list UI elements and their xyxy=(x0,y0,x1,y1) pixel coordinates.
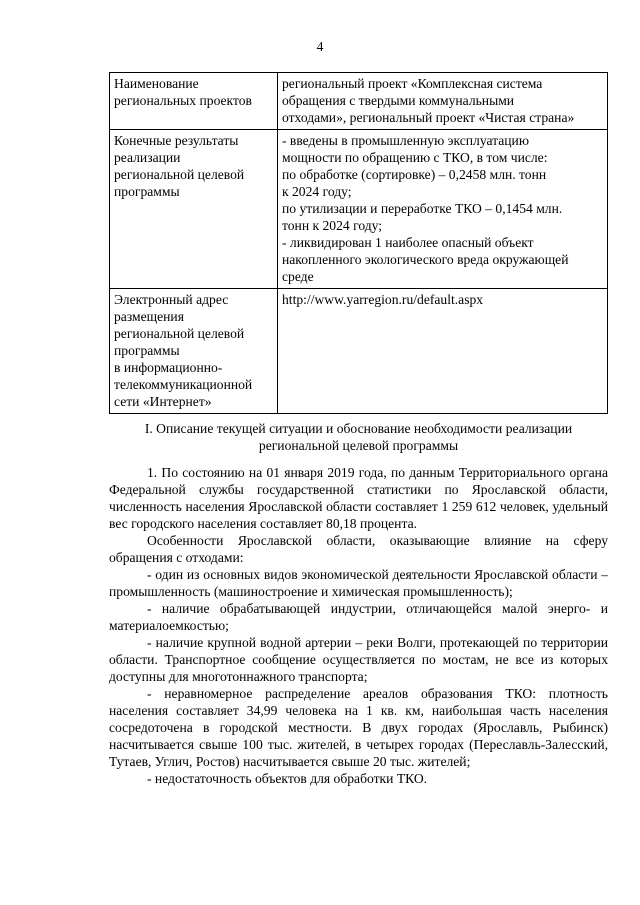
section-title-line: региональной целевой программы xyxy=(258,438,459,453)
cell-line: - ликвидирован 1 наиболее опасный объект xyxy=(282,235,534,250)
paragraph: - наличие крупной водной артерии – реки Волги, протекающей по территории области. Транспортное сообщение осуществляется по мостам, не все из которых доступны для многотоннажного транспорта; xyxy=(109,635,608,684)
table-row xyxy=(110,73,608,130)
paragraph: - неравномерное распределение ареалов образования ТКО: плотность населения составляет 34,99 человека на 1 кв. км, наибольшая часть населения сосредоточена в городской местности. В двух городах (Ярославль, Рыбинск) насчитывается свыше 100 тыс. жителей, в четырех городах (Переславль-Залесский, Тутаев, Углич, Ростов) насчитывается свыше 20 тыс. жителей; xyxy=(109,686,608,769)
cell-line: в информационно- xyxy=(114,360,223,375)
body-text xyxy=(109,464,608,787)
paragraph: - недостаточность объектов для обработки ТКО. xyxy=(147,771,428,786)
paragraph: 1. По состоянию на 01 января 2019 года, по данным Территориального органа Федеральной службы государственной статистики по Ярославской области, численность населения Ярославской области составляет 1 259 612 человек, удельный вес городского населения составляет 80,18 процента. xyxy=(109,465,608,531)
cell-line: программы xyxy=(114,343,180,358)
cell-line: накопленного экологического вреда окружающей xyxy=(282,252,569,267)
cell-line: мощности по обращению с ТКО, в том числе: xyxy=(282,150,548,165)
cell-line: к 2024 году; xyxy=(282,184,352,199)
cell-line: региональной целевой xyxy=(114,167,245,182)
program-passport-table xyxy=(109,72,608,414)
cell-line: региональной целевой xyxy=(114,326,245,341)
cell-line: по утилизации и переработке ТКО – 0,1454 млн. xyxy=(282,201,563,216)
table-row xyxy=(110,130,608,289)
cell-line: отходами», региональный проект «Чистая страна» xyxy=(282,110,575,125)
cell-line: Наименование xyxy=(114,76,199,91)
cell-line: тонн к 2024 году; xyxy=(282,218,383,233)
row-value-project-names xyxy=(278,73,608,130)
row-label-final-results xyxy=(110,130,278,289)
cell-line: размещения xyxy=(114,309,184,324)
cell-line: региональных проектов xyxy=(114,93,252,108)
section-title xyxy=(109,420,608,454)
cell-line: - введены в промышленную эксплуатацию xyxy=(282,133,529,148)
paragraph: - один из основных видов экономической деятельности Ярославской области – промышленность (машиностроение и химическая промышленность); xyxy=(109,567,608,599)
cell-line: среде xyxy=(282,269,314,284)
cell-line: Конечные результаты xyxy=(114,133,239,148)
cell-line: сети «Интернет» xyxy=(114,394,212,409)
cell-line: Электронный адрес xyxy=(114,292,229,307)
row-label-project-names xyxy=(110,73,278,130)
page-number: 4 xyxy=(316,39,324,54)
cell-line: телекоммуникационной xyxy=(114,377,253,392)
cell-line: программы xyxy=(114,184,180,199)
website-url: http://www.yarregion.ru/default.aspx xyxy=(282,292,484,307)
row-value-web-address xyxy=(278,289,608,414)
table-row xyxy=(110,289,608,414)
paragraph: - наличие обрабатывающей индустрии, отличающейся малой энерго- и материалоемкостью; xyxy=(109,601,608,633)
section-title-line: I. Описание текущей ситуации и обоснование необходимости реализации xyxy=(144,421,573,436)
cell-line: по обработке (сортировке) – 0,2458 млн. тонн xyxy=(282,167,547,182)
paragraph: Особенности Ярославской области, оказывающие влияние на сферу обращения с отходами: xyxy=(109,533,608,565)
row-label-web-address xyxy=(110,289,278,414)
cell-line: обращения с твердыми коммунальными xyxy=(282,93,515,108)
cell-line: региональный проект «Комплексная система xyxy=(282,76,543,91)
row-value-final-results xyxy=(278,130,608,289)
cell-line: реализации xyxy=(114,150,181,165)
